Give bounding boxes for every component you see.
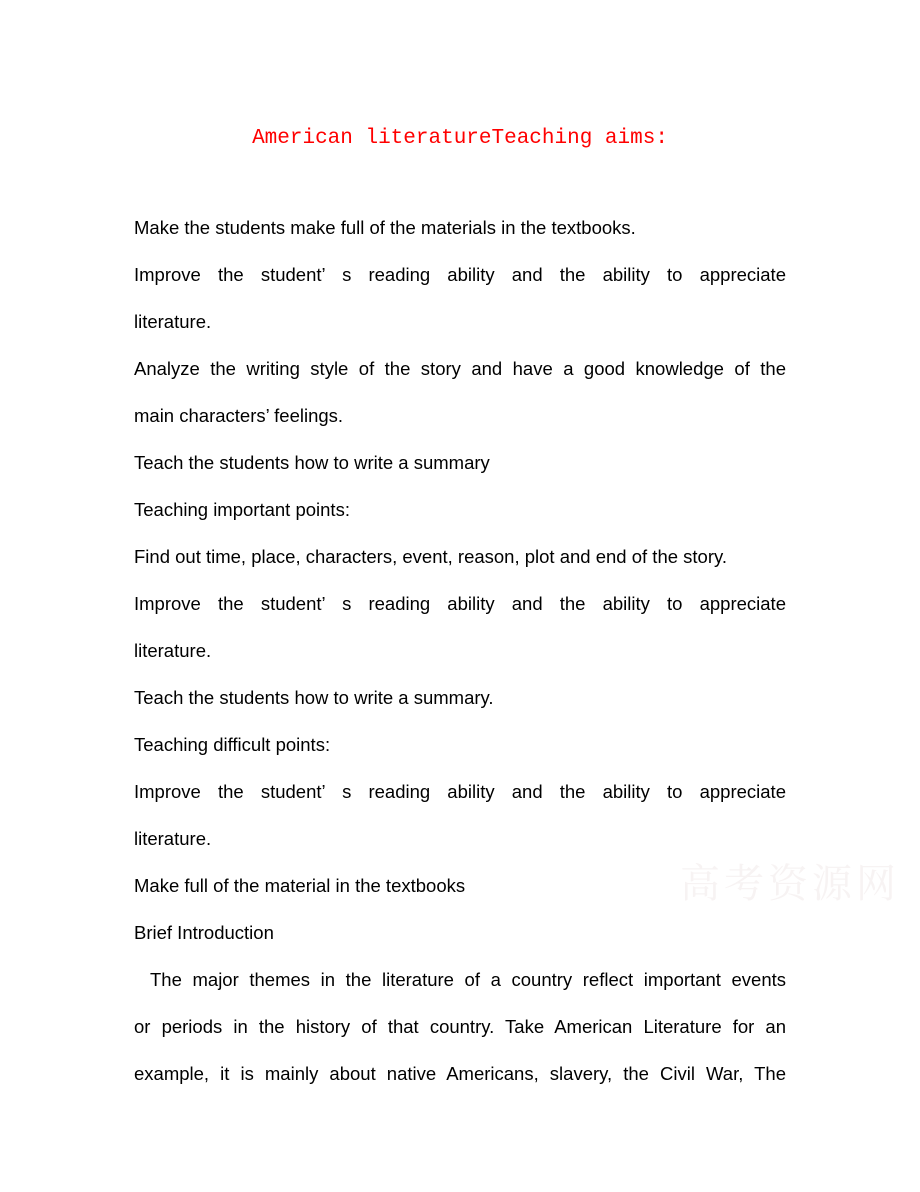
body-line: Improve the student’ s reading ability and the ability to appreciate — [134, 264, 786, 285]
document-title: American literatureTeaching aims: — [252, 127, 668, 150]
body-line: Make the students make full of the materials in the textbooks. — [134, 217, 636, 238]
watermark: 高考资源网 — [680, 861, 900, 907]
body-line: Make full of the material in the textbooks — [134, 875, 466, 896]
body-line: Find out time, place, characters, event, reason, plot and end of the story. — [134, 546, 728, 567]
body-line: literature. — [134, 640, 212, 661]
body-line: Improve the student’ s reading ability and the ability to appreciate — [134, 593, 786, 614]
body-line: Improve the student’ s reading ability and the ability to appreciate — [134, 781, 786, 802]
body-line: Teach the students how to write a summary — [134, 452, 490, 473]
body-line: literature. — [134, 311, 212, 332]
body-line: or periods in the history of that country. Take American Literature for an — [134, 1016, 786, 1037]
section-heading-difficult-points: Teaching difficult points: — [134, 734, 331, 755]
body-line: literature. — [134, 828, 212, 849]
body-line: main characters’ feelings. — [134, 405, 344, 426]
section-heading-important-points: Teaching important points: — [134, 499, 350, 520]
body-line: Analyze the writing style of the story and have a good knowledge of the — [134, 358, 786, 379]
body-line: The major themes in the literature of a country reflect important events — [150, 969, 786, 990]
body-line: Teach the students how to write a summary. — [134, 687, 494, 708]
document-body — [134, 204, 786, 1097]
body-line: example, it is mainly about native Americans, slavery, the Civil War, The — [134, 1063, 786, 1084]
section-heading-brief-introduction: Brief Introduction — [134, 922, 274, 943]
